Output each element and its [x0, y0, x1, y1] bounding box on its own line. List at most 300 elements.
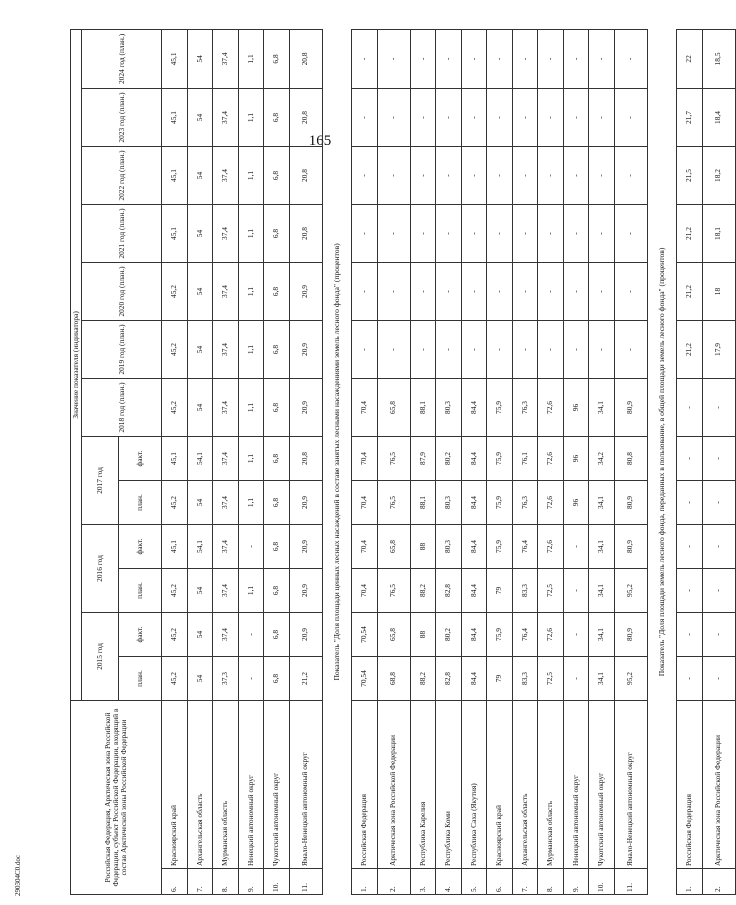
value-cell: 54	[187, 613, 213, 657]
value-cell: 75,9	[487, 437, 513, 481]
value-cell: -	[512, 147, 538, 205]
row-number: 7.	[512, 869, 538, 895]
value-cell: 70,54	[352, 613, 378, 657]
value-cell: 6,8	[264, 321, 290, 379]
value-cell: 75,9	[487, 525, 513, 569]
value-cell: -	[436, 205, 462, 263]
table-row	[187, 29, 213, 894]
value-cell: 45,1	[162, 205, 188, 263]
value-cell: 79	[487, 569, 513, 613]
header-2016: 2016 год	[82, 525, 119, 613]
value-cell: -	[538, 147, 564, 205]
value-cell: 82,8	[436, 657, 462, 701]
value-cell: -	[410, 263, 436, 321]
value-cell: 37,4	[213, 525, 239, 569]
value-cell: -	[436, 147, 462, 205]
value-cell: 45,2	[162, 657, 188, 701]
value-cell: 6,8	[264, 569, 290, 613]
value-cell: 21,2	[677, 321, 703, 379]
value-cell: 80,3	[436, 379, 462, 437]
value-cell: 37,4	[213, 205, 239, 263]
table-row	[436, 29, 462, 894]
value-cell: 6,8	[264, 205, 290, 263]
row-region-name: Ямало-Ненецкий автономный округ	[289, 701, 322, 869]
value-cell: -	[538, 29, 564, 88]
value-cell: -	[352, 89, 378, 147]
value-cell: 18,4	[702, 89, 735, 147]
value-cell: -	[461, 205, 487, 263]
row-region-name: Ненецкий автономный округ	[238, 701, 264, 869]
value-cell: 54	[187, 321, 213, 379]
value-cell: 45,2	[162, 613, 188, 657]
value-cell: 84,4	[461, 569, 487, 613]
value-cell: 20,8	[289, 147, 322, 205]
value-cell: 34,1	[589, 613, 615, 657]
value-cell: 21,2	[289, 657, 322, 701]
value-cell: 76,5	[377, 569, 410, 613]
value-cell: 34,1	[589, 379, 615, 437]
section-row	[647, 29, 677, 894]
row-number: 2.	[702, 869, 735, 895]
value-cell: 37,4	[213, 613, 239, 657]
value-cell: -	[410, 205, 436, 263]
header-region: Российская Федерация, Арктическая зона Российской Федерации, субъект Российской Федерации, входящий в состав Арктической зоны Российской Федерации	[71, 701, 162, 895]
value-cell: 6,8	[264, 89, 290, 147]
value-cell: -	[487, 263, 513, 321]
value-cell: 54,1	[187, 437, 213, 481]
row-number: 8.	[213, 869, 239, 895]
value-cell: 21,2	[677, 205, 703, 263]
value-cell: -	[563, 205, 589, 263]
header-plan: план.	[119, 657, 162, 701]
value-cell: -	[538, 321, 564, 379]
value-cell: 84,4	[461, 613, 487, 657]
value-cell: 20,8	[289, 89, 322, 147]
value-cell: 72,5	[538, 657, 564, 701]
page-number: 165	[308, 133, 332, 149]
value-cell: -	[512, 29, 538, 88]
header-plan: план.	[119, 481, 162, 525]
row-region-name: Арктическая зона Российской Федерации	[377, 701, 410, 869]
value-cell: 76,5	[377, 481, 410, 525]
table-row	[563, 29, 589, 894]
value-cell: 88,1	[410, 481, 436, 525]
value-cell: -	[352, 147, 378, 205]
value-cell: -	[563, 569, 589, 613]
value-cell: 72,6	[538, 379, 564, 437]
row-number: 3.	[410, 869, 436, 895]
value-cell: -	[238, 657, 264, 701]
value-cell: 70,54	[352, 657, 378, 701]
value-cell: -	[563, 613, 589, 657]
table-row	[162, 29, 188, 894]
table-row	[677, 29, 703, 894]
section-row	[322, 29, 352, 894]
row-region-name: Мурманская область	[538, 701, 564, 869]
value-cell: 45,1	[162, 89, 188, 147]
value-cell: 95,2	[614, 569, 647, 613]
value-cell: 54	[187, 29, 213, 88]
value-cell: 75,9	[487, 613, 513, 657]
value-cell: 20,9	[289, 263, 322, 321]
value-cell: 80,9	[614, 525, 647, 569]
value-cell: 79	[487, 657, 513, 701]
row-region-name: Ненецкий автономный округ	[563, 701, 589, 869]
value-cell: 6,8	[264, 525, 290, 569]
value-cell: 20,8	[289, 29, 322, 88]
value-cell: -	[487, 147, 513, 205]
value-cell: -	[377, 147, 410, 205]
value-cell: 54,1	[187, 525, 213, 569]
value-cell: 1,1	[238, 379, 264, 437]
row-number: 4.	[436, 869, 462, 895]
value-cell: 72,5	[538, 569, 564, 613]
value-cell: -	[410, 147, 436, 205]
table-row	[512, 29, 538, 894]
header-fact: факт.	[119, 525, 162, 569]
value-cell: -	[352, 29, 378, 88]
value-cell: -	[461, 321, 487, 379]
row-number: 8.	[538, 869, 564, 895]
value-cell: 34,2	[589, 437, 615, 481]
value-cell: 45,1	[162, 437, 188, 481]
value-cell: -	[702, 569, 735, 613]
value-cell: -	[589, 147, 615, 205]
header-plan: план.	[119, 569, 162, 613]
value-cell: 88	[410, 613, 436, 657]
header-2015: 2015 год	[82, 613, 119, 701]
value-cell: 76,3	[512, 379, 538, 437]
value-cell: 72,6	[538, 613, 564, 657]
table-row	[538, 29, 564, 894]
table-row	[264, 29, 290, 894]
value-cell: 18,1	[702, 205, 735, 263]
value-cell: 84,4	[461, 657, 487, 701]
header-2019: 2019 год (план.)	[82, 321, 162, 379]
value-cell: 84,4	[461, 437, 487, 481]
value-cell: -	[377, 205, 410, 263]
value-cell: 34,1	[589, 481, 615, 525]
value-cell: -	[589, 89, 615, 147]
value-cell: -	[436, 263, 462, 321]
value-cell: 20,8	[289, 437, 322, 481]
value-cell: 80,3	[436, 481, 462, 525]
value-cell: 54	[187, 569, 213, 613]
value-cell: -	[677, 569, 703, 613]
value-cell: -	[410, 89, 436, 147]
value-cell: 17,9	[702, 321, 735, 379]
row-region-name: Красноярский край	[162, 701, 188, 869]
value-cell: 1,1	[238, 147, 264, 205]
value-cell: 54	[187, 481, 213, 525]
value-cell: -	[563, 147, 589, 205]
value-cell: -	[677, 525, 703, 569]
value-cell: -	[589, 321, 615, 379]
value-cell: -	[377, 321, 410, 379]
value-cell: -	[487, 89, 513, 147]
value-cell: -	[677, 481, 703, 525]
table-row	[461, 29, 487, 894]
value-cell: -	[487, 29, 513, 88]
value-cell: 6,8	[264, 29, 290, 88]
row-region-name: Чукотский автономный округ	[589, 701, 615, 869]
value-cell: 76,5	[377, 437, 410, 481]
value-cell: 22	[677, 29, 703, 88]
value-cell: 6,8	[264, 481, 290, 525]
table-row	[289, 29, 322, 894]
value-cell: -	[512, 205, 538, 263]
value-cell: -	[512, 89, 538, 147]
value-cell: 45,1	[162, 147, 188, 205]
value-cell: -	[410, 321, 436, 379]
value-cell: 20,9	[289, 379, 322, 437]
value-cell: 37,4	[213, 263, 239, 321]
value-cell: 37,4	[213, 481, 239, 525]
value-cell: 6,8	[264, 437, 290, 481]
value-cell: 87,9	[410, 437, 436, 481]
value-cell: 45,2	[162, 263, 188, 321]
value-cell: 18	[702, 263, 735, 321]
value-cell: -	[589, 205, 615, 263]
value-cell: -	[614, 147, 647, 205]
table-row	[589, 29, 615, 894]
row-number: 6.	[162, 869, 188, 895]
value-cell: 45,2	[162, 569, 188, 613]
value-cell: 54	[187, 147, 213, 205]
value-cell: -	[512, 321, 538, 379]
value-cell: -	[461, 89, 487, 147]
value-cell: 84,4	[461, 525, 487, 569]
value-cell: -	[614, 263, 647, 321]
row-number: 7.	[187, 869, 213, 895]
value-cell: -	[563, 29, 589, 88]
value-cell: 20,9	[289, 481, 322, 525]
value-cell: 54	[187, 263, 213, 321]
row-region-name: Архангельская область	[187, 701, 213, 869]
value-cell: 84,4	[461, 481, 487, 525]
value-cell: 80,3	[436, 525, 462, 569]
value-cell: -	[352, 321, 378, 379]
row-region-name: Ямало-Ненецкий автономный округ	[614, 701, 647, 869]
value-cell: -	[563, 89, 589, 147]
value-cell: -	[563, 263, 589, 321]
value-cell: 45,1	[162, 29, 188, 88]
value-cell: 1,1	[238, 481, 264, 525]
value-cell: -	[677, 437, 703, 481]
row-region-name: Арктическая зона Российской Федерации	[702, 701, 735, 869]
value-cell: -	[436, 89, 462, 147]
value-cell: -	[677, 657, 703, 701]
row-region-name: Красноярский край	[487, 701, 513, 869]
value-cell: -	[702, 613, 735, 657]
header-indicator-group: Значение показателя (индикатора)	[71, 29, 82, 700]
value-cell: -	[589, 263, 615, 321]
row-region-name: Архангельская область	[512, 701, 538, 869]
value-cell: 96	[563, 437, 589, 481]
value-cell: 20,9	[289, 321, 322, 379]
value-cell: -	[461, 263, 487, 321]
value-cell: 6,8	[264, 147, 290, 205]
value-cell: -	[487, 205, 513, 263]
row-number: 9.	[238, 869, 264, 895]
rotated-table-container	[70, 30, 723, 895]
row-number: 6.	[487, 869, 513, 895]
value-cell: 80,9	[614, 481, 647, 525]
indicator-table	[70, 29, 736, 895]
header-2024: 2024 год (план.)	[82, 29, 162, 88]
value-cell: -	[702, 657, 735, 701]
table-body	[162, 29, 736, 894]
value-cell: 20,9	[289, 525, 322, 569]
value-cell: 54	[187, 379, 213, 437]
value-cell: 20,9	[289, 613, 322, 657]
value-cell: 37,4	[213, 321, 239, 379]
value-cell: -	[702, 481, 735, 525]
value-cell: 70,4	[352, 569, 378, 613]
value-cell: 70,4	[352, 437, 378, 481]
row-number: 5.	[461, 869, 487, 895]
table-row	[238, 29, 264, 894]
value-cell: 65,8	[377, 379, 410, 437]
value-cell: 37,4	[213, 569, 239, 613]
row-number: 10.	[264, 869, 290, 895]
value-cell: 76,3	[512, 481, 538, 525]
row-number: 9.	[563, 869, 589, 895]
value-cell: -	[461, 29, 487, 88]
row-region-name: Российская Федерация	[352, 701, 378, 869]
value-cell: -	[436, 29, 462, 88]
value-cell: 37,4	[213, 437, 239, 481]
value-cell: -	[589, 29, 615, 88]
value-cell: -	[702, 525, 735, 569]
value-cell: -	[377, 263, 410, 321]
header-2018: 2018 год (план.)	[82, 379, 162, 437]
value-cell: 18,2	[702, 147, 735, 205]
value-cell: 70,4	[352, 379, 378, 437]
table-row	[213, 29, 239, 894]
value-cell: 21,5	[677, 147, 703, 205]
value-cell: -	[538, 205, 564, 263]
value-cell: -	[563, 525, 589, 569]
value-cell: -	[538, 89, 564, 147]
value-cell: 76,1	[512, 437, 538, 481]
value-cell: -	[538, 263, 564, 321]
value-cell: 21,7	[677, 89, 703, 147]
value-cell: 72,6	[538, 437, 564, 481]
value-cell: 88,1	[410, 379, 436, 437]
value-cell: -	[702, 379, 735, 437]
value-cell: -	[238, 613, 264, 657]
value-cell: -	[352, 205, 378, 263]
value-cell: 65,8	[377, 613, 410, 657]
table-row	[702, 29, 735, 894]
value-cell: -	[614, 89, 647, 147]
value-cell: -	[563, 657, 589, 701]
row-region-name: Чукотский автономный округ	[264, 701, 290, 869]
table-row	[487, 29, 513, 894]
value-cell: 96	[563, 481, 589, 525]
value-cell: 37,3	[213, 657, 239, 701]
row-region-name: Республика Карелия	[410, 701, 436, 869]
value-cell: 95,2	[614, 657, 647, 701]
value-cell: 70,4	[352, 525, 378, 569]
value-cell: -	[487, 321, 513, 379]
header-2023: 2023 год (план.)	[82, 89, 162, 147]
value-cell: 34,1	[589, 657, 615, 701]
row-number: 1.	[677, 869, 703, 895]
value-cell: 83,3	[512, 569, 538, 613]
value-cell: 1,1	[238, 89, 264, 147]
value-cell: 6,8	[264, 263, 290, 321]
value-cell: 80,9	[614, 613, 647, 657]
table-row	[614, 29, 647, 894]
value-cell: 54	[187, 205, 213, 263]
value-cell: 76,4	[512, 613, 538, 657]
value-cell: 21,2	[677, 263, 703, 321]
value-cell: 54	[187, 89, 213, 147]
value-cell: -	[702, 437, 735, 481]
header-fact: факт.	[119, 437, 162, 481]
value-cell: 45,2	[162, 321, 188, 379]
value-cell: 37,4	[213, 379, 239, 437]
value-cell: 76,4	[512, 525, 538, 569]
value-cell: 37,4	[213, 29, 239, 88]
table-row	[377, 29, 410, 894]
value-cell: -	[677, 613, 703, 657]
value-cell: 96	[563, 379, 589, 437]
value-cell: 88	[410, 525, 436, 569]
header-2020: 2020 год (план.)	[82, 263, 162, 321]
table-row	[410, 29, 436, 894]
value-cell: 75,9	[487, 379, 513, 437]
value-cell: 84,4	[461, 379, 487, 437]
value-cell: -	[436, 321, 462, 379]
header-2021: 2021 год (план.)	[82, 205, 162, 263]
value-cell: 1,1	[238, 437, 264, 481]
value-cell: -	[377, 29, 410, 88]
row-region-name: Республика Коми	[436, 701, 462, 869]
section-title: Показатель "Доля площади ценных лесных насаждений в составе занятых лесными насаждениями земель лесного фонда" (процентов)	[322, 29, 352, 894]
value-cell: 82,8	[436, 569, 462, 613]
value-cell: 20,9	[289, 569, 322, 613]
value-cell: 37,4	[213, 147, 239, 205]
value-cell: 45,2	[162, 379, 188, 437]
value-cell: 1,1	[238, 29, 264, 88]
value-cell: 34,1	[589, 525, 615, 569]
value-cell: 72,6	[538, 525, 564, 569]
value-cell: 1,1	[238, 321, 264, 379]
row-number: 2.	[377, 869, 410, 895]
value-cell: 34,1	[589, 569, 615, 613]
value-cell: -	[677, 379, 703, 437]
header-fact: факт.	[119, 613, 162, 657]
value-cell: -	[512, 263, 538, 321]
value-cell: -	[614, 321, 647, 379]
table-row	[352, 29, 378, 894]
value-cell: 1,1	[238, 263, 264, 321]
value-cell: 75,9	[487, 481, 513, 525]
row-number: 10.	[589, 869, 615, 895]
value-cell: -	[352, 263, 378, 321]
header-2017: 2017 год	[82, 437, 119, 525]
value-cell: 1,1	[238, 569, 264, 613]
section-title: Показатель "Доля площади земель лесного фонда, переданных в пользование, в общей площади земель лесного фонда" (процентов)	[647, 29, 677, 894]
value-cell: -	[238, 525, 264, 569]
value-cell: 6,8	[264, 613, 290, 657]
value-cell: 45,2	[162, 481, 188, 525]
value-cell: 70,4	[352, 481, 378, 525]
value-cell: 45,1	[162, 525, 188, 569]
